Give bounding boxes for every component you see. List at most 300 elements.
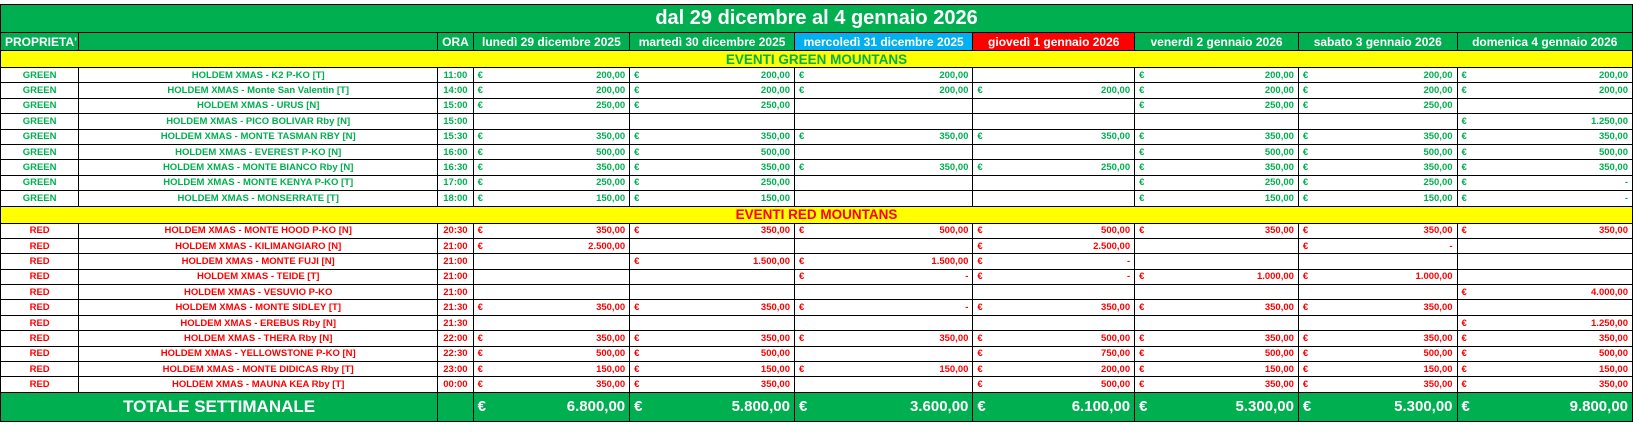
header-time[interactable]: ORA: [438, 33, 473, 51]
event-amount-cell[interactable]: [1457, 160, 1632, 175]
amount-number: 2.500,00: [1093, 240, 1131, 252]
event-amount-cell[interactable]: [1298, 191, 1457, 206]
amount-value: [634, 398, 790, 415]
currency-symbol: €: [477, 85, 483, 97]
event-row: [1, 114, 1633, 129]
event-amount-cell[interactable]: [473, 377, 630, 392]
amount-value: [799, 333, 968, 344]
event-time[interactable]: 21:00: [438, 238, 473, 253]
event-amount-cell[interactable]: [973, 83, 1135, 98]
currency-symbol: €: [798, 225, 805, 237]
event-amount-cell[interactable]: [1457, 269, 1632, 284]
header-day[interactable]: martedì 30 dicembre 2025: [630, 33, 795, 51]
currency-symbol: €: [977, 225, 983, 237]
amount-value: [478, 193, 626, 204]
amount-number: 150,00: [1598, 363, 1628, 375]
event-name[interactable]: HOLDEM XMAS - VESUVIO P-KO: [79, 285, 438, 300]
amount-number: 1.000,00: [1415, 271, 1453, 283]
event-amount-cell[interactable]: [1135, 144, 1299, 159]
event-amount-cell[interactable]: [630, 98, 795, 113]
event-amount-cell[interactable]: [973, 377, 1135, 392]
event-name[interactable]: HOLDEM XMAS - EVEREST P-KO [N]: [79, 144, 438, 159]
event-property[interactable]: GREEN: [1, 175, 79, 190]
event-amount-cell[interactable]: [473, 238, 630, 253]
amount-value: [1303, 177, 1453, 188]
amount-value: [1462, 318, 1628, 329]
header-day[interactable]: sabato 3 gennaio 2026: [1298, 33, 1457, 51]
event-property[interactable]: RED: [1, 300, 79, 315]
event-amount-cell[interactable]: [973, 191, 1135, 206]
event-property[interactable]: RED: [1, 238, 79, 253]
amount-number: 200,00: [1598, 69, 1628, 81]
amount-value: [478, 302, 626, 313]
event-amount-cell[interactable]: [1457, 175, 1632, 190]
event-amount-cell[interactable]: [630, 254, 795, 269]
event-time[interactable]: 14:00: [438, 83, 473, 98]
amount-value: [1139, 364, 1294, 375]
amount-number: 5.300,00: [1235, 398, 1294, 416]
event-amount-cell[interactable]: [973, 346, 1135, 361]
event-amount-cell[interactable]: [630, 346, 795, 361]
event-time[interactable]: 15:00: [438, 98, 473, 113]
amount-number: -: [1126, 255, 1131, 267]
currency-symbol: €: [1139, 332, 1145, 344]
amount-value: [977, 302, 1130, 313]
event-property[interactable]: RED: [1, 269, 79, 284]
event-amount-cell[interactable]: [1135, 129, 1299, 144]
event-amount-cell[interactable]: [1135, 285, 1299, 300]
amount-value: [478, 364, 626, 375]
amount-number: 350,00: [596, 379, 626, 391]
event-amount-cell[interactable]: [794, 331, 972, 346]
currency-symbol: €: [1302, 146, 1309, 158]
event-name[interactable]: HOLDEM XMAS - THERA Rby [N]: [79, 331, 438, 346]
event-property[interactable]: RED: [1, 285, 79, 300]
event-amount-cell[interactable]: [973, 300, 1135, 315]
event-amount-cell[interactable]: [1457, 254, 1632, 269]
event-amount-cell[interactable]: [1457, 129, 1632, 144]
event-amount-cell[interactable]: [630, 129, 795, 144]
amount-value: [634, 85, 790, 96]
event-time[interactable]: 15:30: [438, 129, 473, 144]
event-amount-cell[interactable]: [794, 300, 972, 315]
event-amount-cell[interactable]: [973, 315, 1135, 330]
event-amount-cell[interactable]: [794, 346, 972, 361]
event-amount-cell[interactable]: [1135, 315, 1299, 330]
event-amount-cell[interactable]: [630, 160, 795, 175]
event-amount-cell[interactable]: [1135, 377, 1299, 392]
event-amount-cell[interactable]: [1457, 114, 1632, 129]
event-amount-cell[interactable]: [1135, 98, 1299, 113]
event-amount-cell[interactable]: [473, 315, 630, 330]
event-name[interactable]: HOLDEM XMAS - MONTE DIDICAS Rby [T]: [79, 362, 438, 377]
event-name[interactable]: HOLDEM XMAS - KILIMANGIARO [N]: [79, 238, 438, 253]
event-amount-cell[interactable]: [1298, 160, 1457, 175]
event-time[interactable]: 15:00: [438, 114, 473, 129]
header-property[interactable]: PROPRIETA': [1, 33, 79, 51]
event-amount-cell[interactable]: [1135, 362, 1299, 377]
event-amount-cell[interactable]: [630, 285, 795, 300]
event-amount-cell[interactable]: [1298, 114, 1457, 129]
event-amount-cell[interactable]: [794, 160, 972, 175]
event-amount-cell[interactable]: [794, 83, 972, 98]
amount-value: [977, 241, 1130, 252]
event-amount-cell[interactable]: [1457, 377, 1632, 392]
event-amount-cell[interactable]: [973, 175, 1135, 190]
amount-value: [478, 225, 626, 236]
event-amount-cell[interactable]: [794, 68, 972, 83]
header-day[interactable]: mercoledì 31 dicembre 2025: [794, 33, 972, 51]
amount-value: [1139, 162, 1294, 173]
event-amount-cell[interactable]: [1457, 300, 1632, 315]
event-amount-cell[interactable]: [1457, 238, 1632, 253]
totals-label[interactable]: TOTALE SETTIMANALE: [1, 392, 438, 421]
header-day[interactable]: lunedì 29 dicembre 2025: [473, 33, 630, 51]
header-day[interactable]: domenica 4 gennaio 2026: [1457, 33, 1632, 51]
event-time[interactable]: 20:30: [438, 223, 473, 238]
event-name[interactable]: HOLDEM XMAS - MONSERRATE [T]: [79, 191, 438, 206]
event-property[interactable]: GREEN: [1, 160, 79, 175]
currency-symbol: €: [1302, 348, 1309, 360]
event-amount-cell[interactable]: [794, 362, 972, 377]
event-name[interactable]: HOLDEM XMAS - Monte San Valentin [T]: [79, 83, 438, 98]
total-amount-cell[interactable]: [794, 392, 972, 421]
event-amount-cell[interactable]: [794, 223, 972, 238]
event-amount-cell[interactable]: [1135, 68, 1299, 83]
header-day[interactable]: venerdì 2 gennaio 2026: [1135, 33, 1299, 51]
amount-value: [799, 85, 968, 96]
event-row: [1, 144, 1633, 159]
event-name[interactable]: HOLDEM XMAS - MONTE SIDLEY [T]: [79, 300, 438, 315]
event-amount-cell[interactable]: [1457, 83, 1632, 98]
total-amount-cell[interactable]: [1135, 392, 1299, 421]
event-name[interactable]: HOLDEM XMAS - PICO BOLIVAR Rby [N]: [79, 114, 438, 129]
event-amount-cell[interactable]: [1457, 315, 1632, 330]
event-amount-cell[interactable]: [1457, 346, 1632, 361]
event-amount-cell[interactable]: [1457, 68, 1632, 83]
amount-number: 350,00: [760, 131, 790, 143]
event-amount-cell[interactable]: [1457, 285, 1632, 300]
event-amount-cell[interactable]: [973, 331, 1135, 346]
event-amount-cell[interactable]: [473, 160, 630, 175]
event-time[interactable]: 21:30: [438, 300, 473, 315]
amount-number: 200,00: [760, 85, 790, 97]
event-amount-cell[interactable]: [794, 238, 972, 253]
event-amount-cell[interactable]: [1135, 223, 1299, 238]
total-amount-cell[interactable]: [973, 392, 1135, 421]
sheet-title[interactable]: dal 29 dicembre al 4 gennaio 2026: [1, 5, 1633, 33]
currency-symbol: €: [477, 379, 483, 391]
event-amount-cell[interactable]: [973, 285, 1135, 300]
currency-symbol: €: [1302, 225, 1309, 237]
event-time[interactable]: 21:00: [438, 285, 473, 300]
event-amount-cell[interactable]: [473, 144, 630, 159]
currency-symbol: €: [477, 398, 486, 416]
event-row: [1, 285, 1633, 300]
currency-symbol: €: [477, 146, 483, 158]
event-amount-cell[interactable]: [1135, 175, 1299, 190]
event-property[interactable]: RED: [1, 331, 79, 346]
event-amount-cell[interactable]: [630, 300, 795, 315]
event-amount-cell[interactable]: [1135, 160, 1299, 175]
event-name[interactable]: HOLDEM XMAS - TEIDE [T]: [79, 269, 438, 284]
event-property[interactable]: GREEN: [1, 68, 79, 83]
event-amount-cell[interactable]: [973, 114, 1135, 129]
event-amount-cell[interactable]: [973, 160, 1135, 175]
event-amount-cell[interactable]: [1135, 269, 1299, 284]
event-property[interactable]: GREEN: [1, 114, 79, 129]
event-property[interactable]: RED: [1, 346, 79, 361]
event-property[interactable]: GREEN: [1, 191, 79, 206]
event-amount-cell[interactable]: [473, 269, 630, 284]
event-amount-cell[interactable]: [473, 129, 630, 144]
event-time[interactable]: 11:00: [438, 68, 473, 83]
event-amount-cell[interactable]: [630, 191, 795, 206]
event-amount-cell[interactable]: [1135, 238, 1299, 253]
event-amount-cell[interactable]: [473, 331, 630, 346]
event-amount-cell[interactable]: [1135, 300, 1299, 315]
event-property[interactable]: RED: [1, 254, 79, 269]
event-amount-cell[interactable]: [794, 114, 972, 129]
event-amount-cell[interactable]: [973, 254, 1135, 269]
event-amount-cell[interactable]: [630, 114, 795, 129]
event-amount-cell[interactable]: [630, 238, 795, 253]
amount-value: [1139, 100, 1294, 111]
event-name[interactable]: HOLDEM XMAS - YELLOWSTONE P-KO [N]: [79, 346, 438, 361]
event-amount-cell[interactable]: [1457, 331, 1632, 346]
amount-number: 200,00: [1101, 363, 1131, 375]
amount-number: 150,00: [1264, 363, 1294, 375]
event-amount-cell[interactable]: [630, 315, 795, 330]
event-property[interactable]: GREEN: [1, 144, 79, 159]
amount-number: -: [1624, 177, 1628, 189]
event-amount-cell[interactable]: [794, 98, 972, 113]
event-amount-cell[interactable]: [1135, 254, 1299, 269]
event-row: [1, 238, 1633, 253]
event-amount-cell[interactable]: [473, 68, 630, 83]
event-amount-cell[interactable]: [1298, 144, 1457, 159]
event-time[interactable]: 21:00: [438, 269, 473, 284]
amount-number: 150,00: [1264, 192, 1294, 204]
event-amount-cell[interactable]: [630, 269, 795, 284]
amount-number: 350,00: [596, 332, 626, 344]
event-amount-cell[interactable]: [473, 175, 630, 190]
event-amount-cell[interactable]: [973, 144, 1135, 159]
event-time[interactable]: 21:30: [438, 315, 473, 330]
amount-value: [634, 100, 790, 111]
amount-number: 150,00: [1423, 363, 1453, 375]
event-name[interactable]: HOLDEM XMAS - MONTE BIANCO Rby [N]: [79, 160, 438, 175]
event-amount-cell[interactable]: [1135, 114, 1299, 129]
header-name[interactable]: [79, 33, 438, 51]
amount-value: [799, 70, 968, 81]
event-property[interactable]: RED: [1, 377, 79, 392]
event-amount-cell[interactable]: [1457, 191, 1632, 206]
event-amount-cell[interactable]: [473, 300, 630, 315]
event-amount-cell[interactable]: [1298, 223, 1457, 238]
event-amount-cell[interactable]: [794, 254, 972, 269]
amount-value: [478, 70, 626, 81]
event-amount-cell[interactable]: [794, 377, 972, 392]
amount-value: [799, 398, 968, 415]
event-time[interactable]: 16:30: [438, 160, 473, 175]
event-time[interactable]: 23:00: [438, 362, 473, 377]
amount-number: 500,00: [596, 146, 626, 158]
event-property[interactable]: GREEN: [1, 98, 79, 113]
event-amount-cell[interactable]: [1457, 223, 1632, 238]
event-amount-cell[interactable]: [1135, 346, 1299, 361]
event-row: [1, 129, 1633, 144]
event-amount-cell[interactable]: [630, 377, 795, 392]
currency-symbol: €: [634, 332, 640, 344]
section-title[interactable]: EVENTI GREEN MOUNTANS: [1, 51, 1633, 68]
event-amount-cell[interactable]: [794, 129, 972, 144]
event-amount-cell[interactable]: [973, 223, 1135, 238]
event-amount-cell[interactable]: [1298, 315, 1457, 330]
event-property[interactable]: GREEN: [1, 129, 79, 144]
event-time[interactable]: 16:00: [438, 144, 473, 159]
event-name[interactable]: HOLDEM XMAS - URUS [N]: [79, 98, 438, 113]
event-amount-cell[interactable]: [473, 346, 630, 361]
event-amount-cell[interactable]: [1135, 83, 1299, 98]
amount-number: 350,00: [1101, 302, 1131, 314]
event-time[interactable]: 22:00: [438, 331, 473, 346]
amount-number: 250,00: [1423, 177, 1453, 189]
currency-symbol: €: [634, 100, 640, 112]
event-amount-cell[interactable]: [473, 362, 630, 377]
event-name[interactable]: HOLDEM XMAS - MONTE KENYA P-KO [T]: [79, 175, 438, 190]
event-amount-cell[interactable]: [1135, 191, 1299, 206]
header-day[interactable]: giovedì 1 gennaio 2026: [973, 33, 1135, 51]
event-amount-cell[interactable]: [1135, 331, 1299, 346]
event-amount-cell[interactable]: [1298, 254, 1457, 269]
event-amount-cell[interactable]: [794, 144, 972, 159]
event-time[interactable]: 21:00: [438, 254, 473, 269]
event-amount-cell[interactable]: [630, 83, 795, 98]
currency-symbol: €: [634, 225, 640, 237]
event-amount-cell[interactable]: [630, 223, 795, 238]
event-amount-cell[interactable]: [1457, 98, 1632, 113]
section-title[interactable]: EVENTI RED MOUNTANS: [1, 206, 1633, 223]
currency-symbol: €: [1461, 348, 1467, 360]
event-name[interactable]: HOLDEM XMAS - MONTE HOOD P-KO [N]: [79, 223, 438, 238]
event-amount-cell[interactable]: [1298, 300, 1457, 315]
amount-value: [1303, 70, 1453, 81]
event-amount-cell[interactable]: [473, 285, 630, 300]
event-name[interactable]: HOLDEM XMAS - EREBUS Rby [N]: [79, 315, 438, 330]
event-amount-cell[interactable]: [973, 98, 1135, 113]
event-amount-cell[interactable]: [794, 175, 972, 190]
event-amount-cell[interactable]: [630, 175, 795, 190]
event-amount-cell[interactable]: [1298, 68, 1457, 83]
currency-symbol: €: [1302, 363, 1309, 375]
currency-symbol: €: [1302, 85, 1309, 97]
event-amount-cell[interactable]: [473, 98, 630, 113]
event-amount-cell[interactable]: [1298, 331, 1457, 346]
event-time[interactable]: 22:30: [438, 346, 473, 361]
event-amount-cell[interactable]: [973, 129, 1135, 144]
event-time[interactable]: 18:00: [438, 191, 473, 206]
amount-number: 6.800,00: [566, 398, 626, 416]
amount-value: [634, 131, 790, 142]
event-amount-cell[interactable]: [794, 285, 972, 300]
event-amount-cell[interactable]: [1298, 346, 1457, 361]
total-amount-cell[interactable]: [1457, 392, 1632, 421]
currency-symbol: €: [477, 162, 483, 174]
event-amount-cell[interactable]: [973, 269, 1135, 284]
event-name[interactable]: HOLDEM XMAS - MONTE FUJI [N]: [79, 254, 438, 269]
event-time[interactable]: 17:00: [438, 175, 473, 190]
total-amount-cell[interactable]: [1298, 392, 1457, 421]
currency-symbol: €: [1302, 332, 1309, 344]
event-name[interactable]: HOLDEM XMAS - MONTE TASMAN RBY [N]: [79, 129, 438, 144]
event-amount-cell[interactable]: [1298, 129, 1457, 144]
event-amount-cell[interactable]: [473, 223, 630, 238]
event-name[interactable]: HOLDEM XMAS - K2 P-KO [T]: [79, 68, 438, 83]
event-name[interactable]: HOLDEM XMAS - MAUNA KEA Rby [T]: [79, 377, 438, 392]
event-amount-cell[interactable]: [1457, 362, 1632, 377]
amount-value: [977, 225, 1130, 236]
event-amount-cell[interactable]: [1298, 98, 1457, 113]
amount-value: [977, 333, 1130, 344]
amount-value: [478, 162, 626, 173]
currency-symbol: €: [634, 177, 640, 189]
event-amount-cell[interactable]: [1298, 362, 1457, 377]
event-amount-cell[interactable]: [1457, 144, 1632, 159]
event-amount-cell[interactable]: [1298, 175, 1457, 190]
event-property[interactable]: RED: [1, 223, 79, 238]
total-amount-cell[interactable]: [630, 392, 795, 421]
event-amount-cell[interactable]: [1298, 83, 1457, 98]
event-amount-cell[interactable]: [973, 68, 1135, 83]
event-amount-cell[interactable]: [973, 362, 1135, 377]
event-row: [1, 175, 1633, 190]
amount-value: [478, 85, 626, 96]
event-amount-cell[interactable]: [473, 114, 630, 129]
event-amount-cell[interactable]: [1298, 269, 1457, 284]
currency-symbol: €: [1139, 146, 1145, 158]
event-property[interactable]: RED: [1, 315, 79, 330]
total-amount-cell[interactable]: [473, 392, 630, 421]
amount-number: 250,00: [596, 100, 626, 112]
event-amount-cell[interactable]: [1298, 238, 1457, 253]
event-amount-cell[interactable]: [473, 83, 630, 98]
event-amount-cell[interactable]: [630, 68, 795, 83]
amount-number: 500,00: [939, 225, 969, 237]
event-amount-cell[interactable]: [1298, 285, 1457, 300]
event-amount-cell[interactable]: [794, 191, 972, 206]
event-amount-cell[interactable]: [630, 144, 795, 159]
currency-symbol: €: [1139, 398, 1148, 416]
event-amount-cell[interactable]: [794, 269, 972, 284]
event-property[interactable]: GREEN: [1, 83, 79, 98]
currency-symbol: €: [634, 85, 640, 97]
totals-time-blank[interactable]: [438, 392, 473, 421]
event-amount-cell[interactable]: [794, 315, 972, 330]
amount-number: 350,00: [760, 302, 790, 314]
event-amount-cell[interactable]: [473, 254, 630, 269]
currency-symbol: €: [1139, 271, 1145, 283]
event-property[interactable]: RED: [1, 362, 79, 377]
event-amount-cell[interactable]: [630, 331, 795, 346]
event-amount-cell[interactable]: [973, 238, 1135, 253]
amount-number: 350,00: [1423, 302, 1453, 314]
event-amount-cell[interactable]: [1298, 377, 1457, 392]
event-amount-cell[interactable]: [630, 362, 795, 377]
event-amount-cell[interactable]: [473, 191, 630, 206]
amount-number: 150,00: [596, 192, 626, 204]
event-time[interactable]: 00:00: [438, 377, 473, 392]
